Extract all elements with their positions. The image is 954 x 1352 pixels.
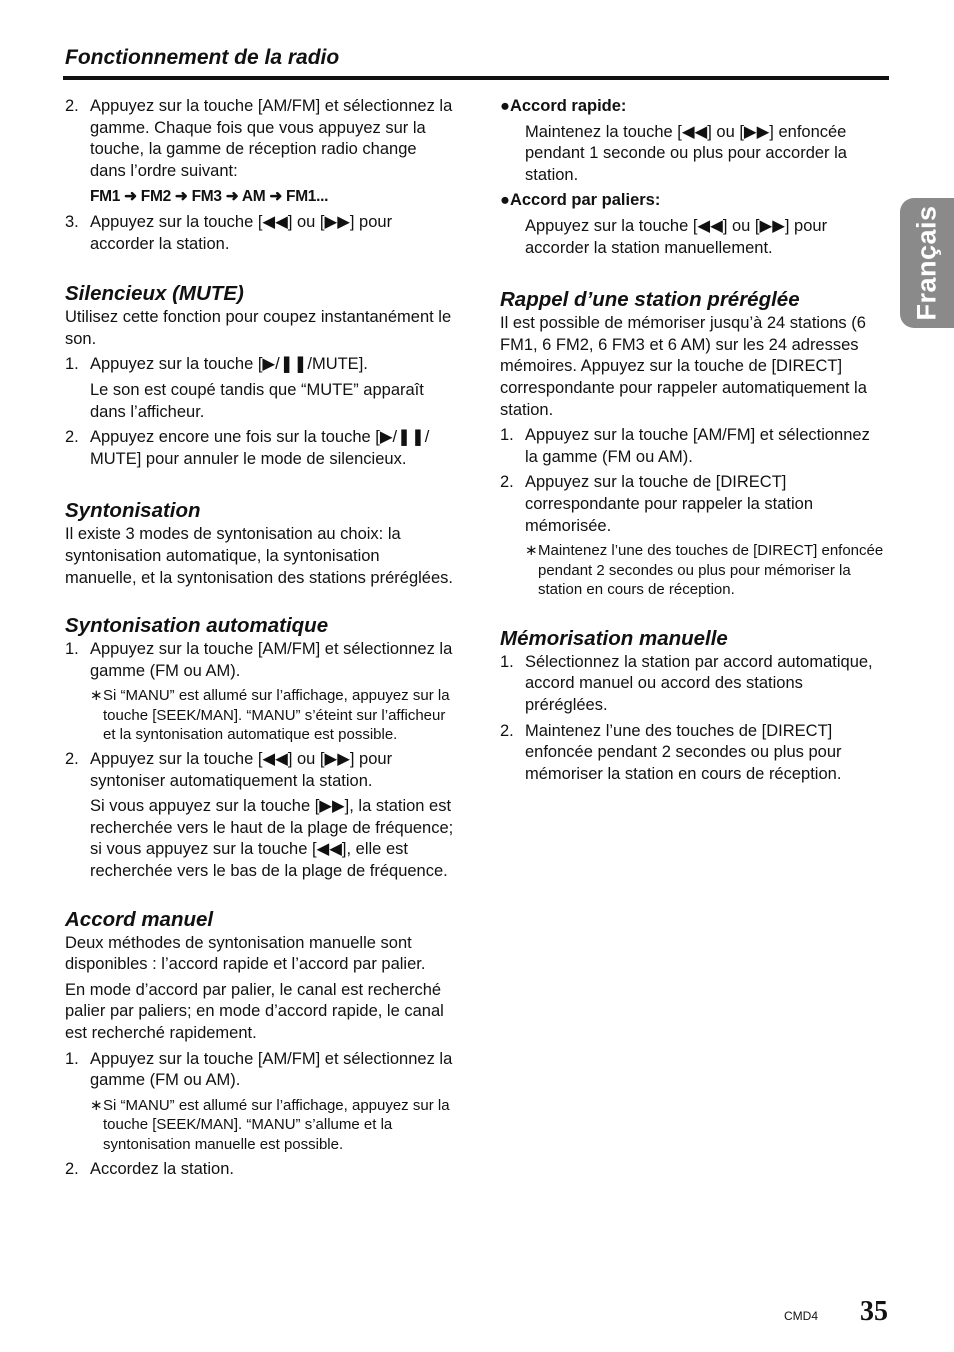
note-mark: ∗: [525, 542, 538, 560]
section-title: Mémorisation manuelle: [500, 626, 728, 650]
item-text: Maintenez l’une des touches de [DIRECT] enfoncée pendant 2 secondes ou plus pour mémoriser la station en cours de réception.: [525, 721, 842, 783]
section-title: Syntonisation: [65, 499, 201, 523]
note-mark: ∗: [90, 687, 103, 705]
item-number: 2.: [65, 750, 79, 769]
item-number: 2.: [65, 428, 79, 447]
item-text: Appuyez sur la touche [AM/FM] et sélectionnez la gamme (FM ou AM).: [90, 1049, 453, 1090]
item-text: Appuyez encore une fois sur la touche [▶/❚❚/ MUTE] pour annuler le mode de silencieux.: [90, 428, 430, 468]
note: [65, 1096, 455, 1155]
list-item: [65, 212, 455, 255]
section-title: Rappel d’une station préréglée: [500, 288, 800, 312]
item-detail: Si vous appuyez sur la touche [▶▶], la station est recherchée vers le haut de la plage de fréquence; si vous appuyez sur la touche [◀◀], elle est recherchée vers le bas de la plage de fréquence.: [90, 797, 454, 881]
item-number: 2.: [500, 721, 514, 740]
section-text: Il existe 3 modes de syntonisation au choix: la syntonisation automatique, la syntonisation manuelle, et la syntonisation des stations préréglées.: [65, 525, 453, 587]
language-tab-label: Français: [911, 205, 942, 321]
list-item: [65, 1159, 455, 1181]
item-number: 2.: [500, 473, 514, 492]
item-text: Sélectionnez la station par accord automatique, accord manuel ou accord des stations préréglées.: [525, 652, 873, 715]
note-mark: ∗: [90, 1096, 103, 1114]
item-number: 1.: [65, 1049, 79, 1068]
band-sequence: FM1 ➜ FM2 ➜ FM3 ➜ AM ➜ FM1...: [90, 188, 329, 206]
list-item: [65, 354, 455, 376]
list-item: [65, 749, 455, 792]
item-text: Appuyez sur la touche [◀◀] ou [▶▶] pour accorder la station.: [90, 212, 393, 253]
item-number: 1.: [500, 652, 514, 671]
item-text: Appuyez sur la touche [AM/FM] et sélectionnez la gamme (FM ou AM).: [525, 426, 870, 466]
model-code: CMD4: [784, 1309, 819, 1323]
item-text: Appuyez sur la touche [AM/FM] et sélectionnez la gamme. Chaque fois que vous appuyez sur la touche, la gamme de réception radio change dans l’ordre suivant:: [90, 97, 453, 180]
header-rule: [63, 76, 889, 80]
item-text: Appuyez sur la touche [◀◀] ou [▶▶] pour syntoniser automatiquement la station.: [90, 750, 393, 790]
item-detail: Le son est coupé tandis que “MUTE” apparaît dans l’afficheur.: [90, 380, 424, 421]
item-number: 2.: [65, 1159, 79, 1178]
list-item: [65, 639, 455, 682]
note-text: Si “MANU” est allumé sur l’affichage, appuyez sur la touche [SEEK/MAN]. “MANU” s’allume et la syntonisation manuelle est possible.: [103, 1096, 450, 1153]
bullet-heading: ●Accord rapide:: [500, 97, 627, 115]
section-intro: Utilisez cette fonction pour coupez instantanément le son.: [65, 308, 452, 348]
language-tab: [900, 198, 954, 328]
page-number: 35: [860, 1296, 888, 1327]
section-title: Accord manuel: [65, 907, 214, 931]
item-number: 1.: [65, 640, 79, 659]
section-paragraph: Deux méthodes de syntonisation manuelle sont disponibles : l’accord rapide et l’accord par palier.: [65, 933, 426, 974]
note: [65, 686, 455, 745]
item-text: Appuyez sur la touche [▶/❚❚/MUTE].: [90, 355, 368, 374]
list-item: [65, 1049, 455, 1092]
bullet-text: Maintenez la touche [◀◀] ou [▶▶] enfoncée pendant 1 seconde ou plus pour accorder la station.: [525, 122, 847, 184]
item-number: 1.: [500, 426, 514, 445]
section-title: Silencieux (MUTE): [65, 282, 244, 306]
item-number: 3.: [65, 212, 79, 231]
list-item: [65, 427, 455, 470]
list-item: [500, 425, 885, 468]
right-column: [500, 96, 885, 785]
note-text: Si “MANU” est allumé sur l’affichage, appuyez sur la touche [SEEK/MAN]. “MANU” s’éteint sur l’afficheur et la syntonisation automatique est possible.: [103, 687, 450, 744]
bullet-heading: ●Accord par paliers:: [500, 191, 661, 210]
item-text: Accordez la station.: [90, 1159, 234, 1178]
note: [500, 541, 885, 600]
item-number: 2.: [65, 97, 79, 115]
item-text: Appuyez sur la touche de [DIRECT] correspondante pour rappeler la station mémorisée.: [525, 473, 814, 535]
list-item: [500, 472, 885, 537]
list-item: [500, 721, 885, 786]
section-title: Syntonisation automatique: [65, 614, 329, 638]
list-item: [500, 652, 885, 717]
left-column: [65, 96, 455, 1180]
section-intro: Il est possible de mémoriser jusqu’à 24 stations (6 FM1, 6 FM2, 6 FM3 et 6 AM) sur les 24 adresses mémoires. Appuyez sur la touche de [DIRECT] correspondante pour rappeler automatiquement la station.: [500, 314, 867, 419]
item-number: 1.: [65, 355, 79, 374]
list-item: [65, 96, 455, 182]
note-text: Maintenez l’une des touches de [DIRECT] enfoncée pendant 2 secondes ou plus pour mémoriser la station en cours de réception.: [538, 542, 884, 599]
page-header-title: Fonctionnement de la radio: [65, 46, 340, 69]
item-text: Appuyez sur la touche [AM/FM] et sélectionnez la gamme (FM ou AM).: [90, 640, 453, 680]
bullet-text: Appuyez sur la touche [◀◀] ou [▶▶] pour accorder la station manuellement.: [525, 216, 828, 257]
section-paragraph: En mode d’accord par palier, le canal est recherché palier par paliers; en mode d’accord rapide, le canal est recherché rapidement.: [65, 980, 444, 1042]
